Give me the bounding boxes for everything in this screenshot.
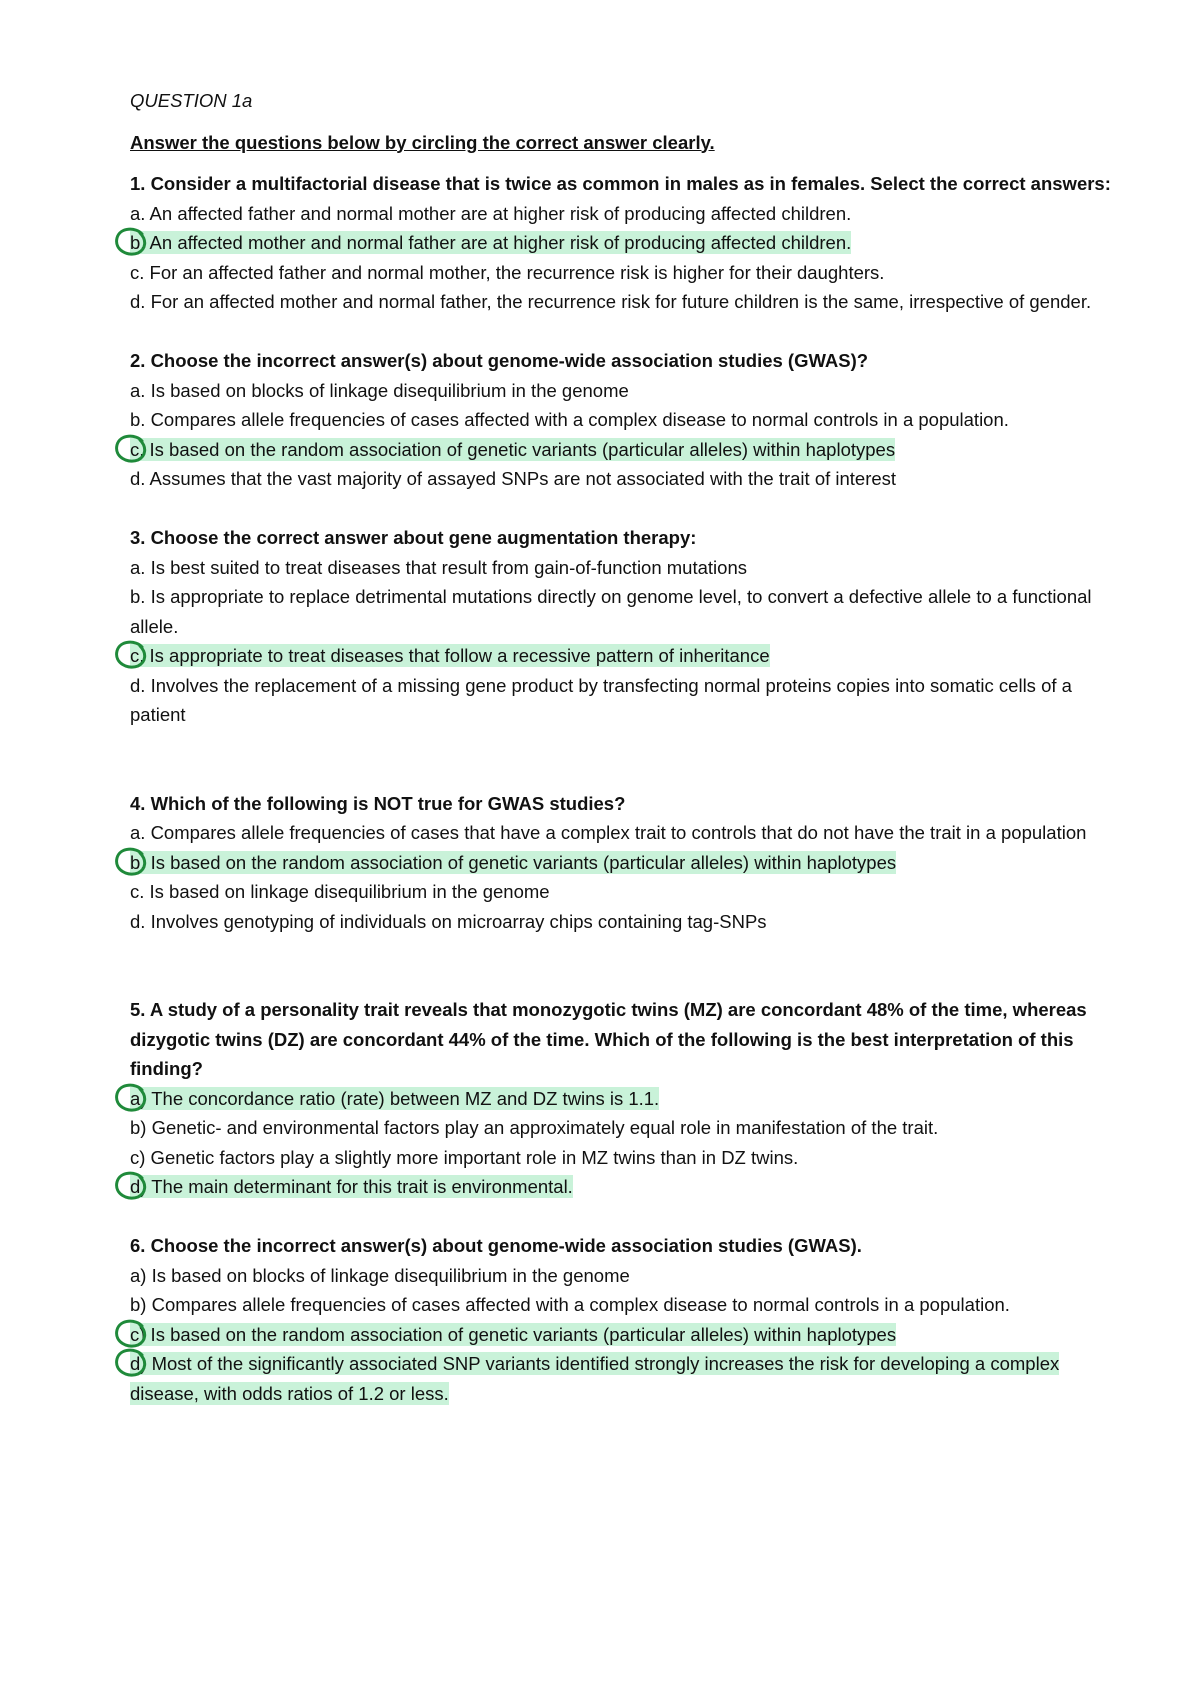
answer-option[interactable] (130, 907, 1130, 937)
answer-option[interactable] (130, 228, 1130, 258)
question-6 (130, 1231, 1130, 1408)
answer-option-text: c. Is based on the random association of genetic variants (particular alleles) within haplotypes (130, 438, 896, 460)
question-stem: 6. Choose the incorrect answer(s) about genome-wide association studies (GWAS). (130, 1235, 862, 1256)
answer-option-text: d) The main determinant for this trait is environmental. (130, 1176, 573, 1197)
spacer (130, 759, 1130, 789)
spacer (130, 966, 1130, 996)
question-5 (130, 995, 1130, 1202)
answer-option-text: b. An affected mother and normal father are at higher risk of producing affected children. (130, 232, 852, 253)
answer-option-text: d. Involves genotyping of individuals on microarray chips containing tag-SNPs (130, 910, 767, 932)
answer-option-text: c. Is based on linkage disequilibrium in the genome (130, 881, 550, 902)
answer-option[interactable] (130, 199, 1130, 229)
question-stem: 1. Consider a multifactorial disease that is twice as common in males as in females. Select the correct answers: (130, 173, 1111, 194)
answer-option[interactable] (130, 435, 1130, 465)
document-title: QUESTION 1a (130, 90, 253, 111)
answer-option-text: b. Is appropriate to replace detrimental mutations directly on genome level, to convert a defective allele to a functional allele. (130, 586, 1092, 637)
answer-option[interactable] (130, 671, 1130, 730)
answer-option-text: a. Is based on blocks of linkage disequilibrium in the genome (130, 379, 629, 401)
answer-option-text: b. Is based on the random association of genetic variants (particular alleles) within haplotypes (130, 851, 897, 873)
answer-option[interactable] (130, 287, 1130, 317)
answer-option[interactable] (130, 1290, 1130, 1320)
answer-option-text: d. For an affected mother and normal father, the recurrence risk for future children is the same, irrespective of gender. (130, 291, 1092, 312)
answer-option-text: c. For an affected father and normal mother, the recurrence risk is higher for their daughters. (130, 261, 885, 283)
answer-option-text: c) Is based on the random association of genetic variants (particular alleles) within haplotypes (130, 1323, 897, 1345)
question-stem: 5. A study of a personality trait reveals that monozygotic twins (MZ) are concordant 48% of the time, whereas dizygotic twins (DZ) are concordant 44% of the time. Which of the following is the best interpretation of this finding? (130, 999, 1087, 1079)
question-3 (130, 523, 1130, 730)
answer-option[interactable] (130, 1113, 1130, 1143)
answer-option-text: c. Is appropriate to treat diseases that follow a recessive pattern of inheritance (130, 645, 770, 666)
answer-option[interactable] (130, 1320, 1130, 1350)
question-list (130, 169, 1130, 1408)
answer-option[interactable] (130, 258, 1130, 288)
answer-option[interactable] (130, 1349, 1130, 1408)
question-2 (130, 346, 1130, 494)
answer-option-text: a. An affected father and normal mother are at higher risk of producing affected children. (130, 202, 852, 224)
answer-option[interactable] (130, 848, 1130, 878)
answer-option-text: b) Genetic- and environmental factors play an approximately equal role in manifestation of the trait. (130, 1117, 939, 1138)
answer-option[interactable] (130, 818, 1130, 848)
question-1 (130, 169, 1130, 317)
answer-option-text: c) Genetic factors play a slightly more important role in MZ twins than in DZ twins. (130, 1146, 799, 1168)
answer-option[interactable] (130, 582, 1130, 641)
answer-option[interactable] (130, 641, 1130, 671)
question-4 (130, 789, 1130, 937)
answer-option-text: d) Most of the significantly associated SNP variants identified strongly increases the risk for developing a complex disease, with odds ratios of 1.2 or less. (130, 1353, 1060, 1404)
answer-option-text: d. Assumes that the vast majority of assayed SNPs are not associated with the trait of interest (130, 468, 897, 489)
answer-option[interactable] (130, 553, 1130, 583)
instruction-text: Answer the questions below by circling the correct answer clearly. (130, 131, 715, 153)
answer-option[interactable] (130, 877, 1130, 907)
question-stem: 2. Choose the incorrect answer(s) about genome-wide association studies (GWAS)? (130, 350, 869, 371)
question-stem: 4. Which of the following is NOT true for GWAS studies? (130, 792, 626, 814)
answer-option-text: a. Compares allele frequencies of cases that have a complex trait to controls that do not have the trait in a population (130, 822, 1087, 843)
answer-option-text: b. Compares allele frequencies of cases affected with a complex disease to normal controls in a population. (130, 409, 1009, 430)
answer-option[interactable] (130, 464, 1130, 494)
answer-option-text: a) The concordance ratio (rate) between MZ and DZ twins is 1.1. (130, 1087, 660, 1109)
answer-option-text: d. Involves the replacement of a missing gene product by transfecting normal proteins copies into somatic cells of a patient (130, 674, 1072, 725)
answer-option[interactable] (130, 1172, 1130, 1202)
answer-option[interactable] (130, 376, 1130, 406)
answer-option[interactable] (130, 405, 1130, 435)
question-stem: 3. Choose the correct answer about gene augmentation therapy: (130, 527, 697, 548)
answer-option-text: a. Is best suited to treat diseases that result from gain-of-function mutations (130, 556, 747, 578)
answer-option[interactable] (130, 1084, 1130, 1114)
answer-option[interactable] (130, 1143, 1130, 1173)
document-body (130, 86, 1130, 1438)
answer-option-text: b) Compares allele frequencies of cases affected with a complex disease to normal controls in a population. (130, 1294, 1010, 1315)
answer-option[interactable] (130, 1261, 1130, 1291)
answer-option-text: a) Is based on blocks of linkage disequilibrium in the genome (130, 1264, 630, 1286)
